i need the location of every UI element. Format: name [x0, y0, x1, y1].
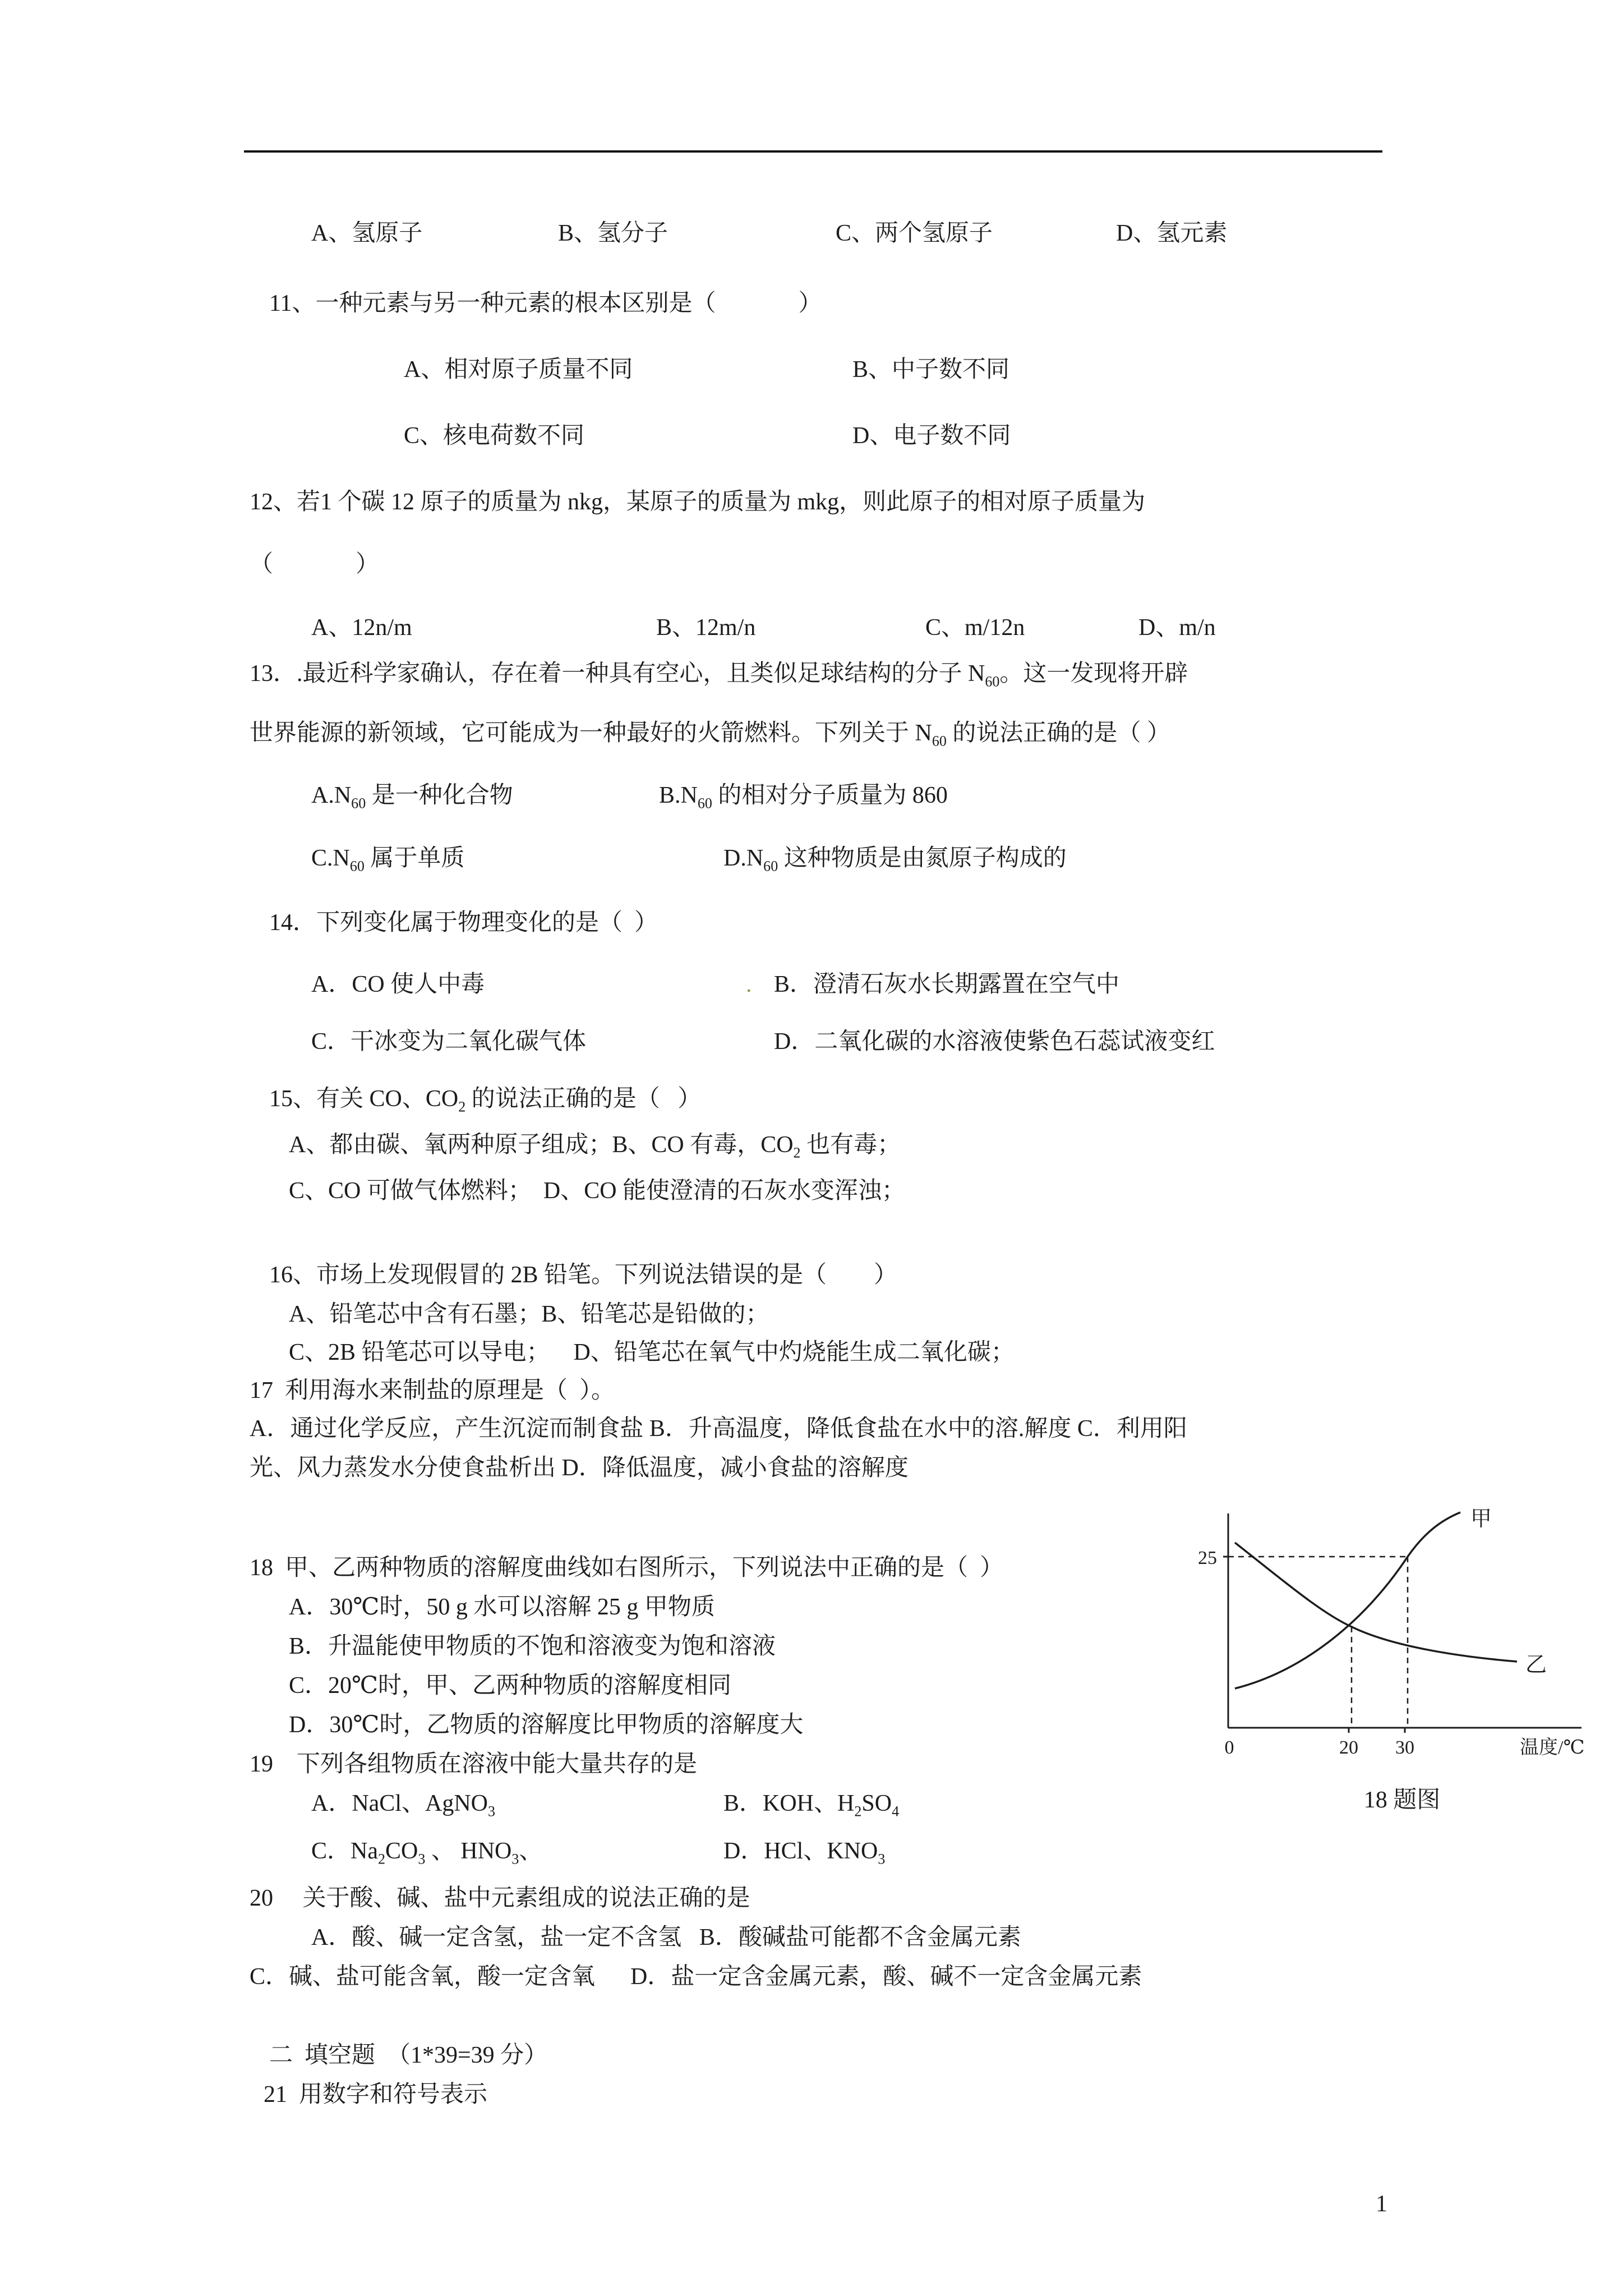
question-14-option-b: B．澄清石灰水长期露置在空气中: [774, 971, 1120, 997]
question-15-options-line-1: A、都由碳、氧两种原子组成；B、CO 有毒，$CO_2$ 也有毒；: [289, 1131, 901, 1161]
question-14-options-row-2: [311, 1026, 1393, 1057]
x-axis-tick-label-0: 0: [1224, 1737, 1234, 1758]
question-17-stem: 17 利用海水来制盐的原理是（ ）。: [250, 1378, 615, 1404]
question-19-option-d: D．HCl、$KNO_3$: [723, 1838, 886, 1867]
x-axis-tick-label-30: 30: [1395, 1737, 1414, 1758]
question-13-option-d: $D.N_{60}$ 这种物质是由氮原子构成的: [723, 845, 1067, 875]
question-12-option-c: C、m/12n: [925, 615, 1025, 641]
question-12-stem-parens: （ ）: [250, 551, 380, 577]
question-18-option-d: D．30℃时，乙物质的溶解度比甲物质的溶解度大: [289, 1712, 804, 1738]
question-18-option-b: B．升温能使甲物质的不饱和溶液变为饱和溶液: [289, 1634, 776, 1660]
question-11-option-d: D、电子数不同: [852, 423, 1011, 449]
question-21-stem: 21 用数字和符号表示: [264, 2082, 488, 2108]
question-13-options-row-1: [311, 780, 1393, 819]
question-18-option-a: A．30℃时，50 g 水可以溶解 25 g 甲物质: [289, 1594, 715, 1621]
curve-yi-label: 乙: [1525, 1653, 1547, 1677]
question-14-stem: 14．下列变化属于物理变化的是（ ）: [269, 909, 658, 936]
question-13-stem-line-1: 13．.最近科学家确认，存在着一种具有空心，且类似足球结构的分子 $N_{60}$。这一发现将开辟: [250, 661, 1188, 690]
question-12-option-d: D、m/n: [1138, 615, 1216, 641]
question-16-options-line-1: A、铅笔芯中含有石墨；B、铅笔芯是铅做的；: [289, 1301, 769, 1328]
question-14-option-a: A．CO 使人中毒: [311, 971, 485, 997]
chart-caption: 18 题图: [1363, 1787, 1441, 1813]
page-number: 1: [1376, 2191, 1387, 2217]
question-19-option-b: B．KOH、$H_2SO_4$: [723, 1791, 900, 1820]
question-20-options-line-2: C．碱、盐可能含氧，酸一定含氧 D．盐一定含金属元素，酸、碱不一定含金属元素: [250, 1964, 1142, 1990]
question-17-options-line-1: A．通过化学反应，产生沉淀而制食盐 B．升高温度，降低食盐在水中的溶.解度 C．利用阳: [250, 1416, 1187, 1442]
question-19-stem: 19 下列各组物质在溶液中能大量共存的是: [250, 1751, 698, 1778]
question-11-options-row-2: [404, 420, 1393, 452]
question-11-option-b: B、中子数不同: [852, 357, 1010, 383]
question-11-option-a: A、相对原子质量不同: [404, 357, 633, 383]
question-10-option-b: B、氢分子: [558, 220, 668, 246]
question-16-options-line-2: C、2B 铅笔芯可以导电； D、铅笔芯在氧气中灼烧能生成二氧化碳；: [289, 1340, 1015, 1366]
question-10-options-row: [311, 218, 1393, 249]
question-10-option-d: D、氢元素: [1116, 220, 1228, 246]
question-18-stem: 18 甲、乙两种物质的溶解度曲线如右图所示，下列说法中正确的是（ ）: [250, 1555, 1004, 1581]
question-16-stem: 16、市场上发现假冒的 2B 铅笔。下列说法错误的是（ ）: [269, 1262, 898, 1289]
question-19-options-row-2: [311, 1835, 1393, 1875]
question-18-option-c: C．20℃时，甲、乙两种物质的溶解度相同: [289, 1673, 731, 1699]
question-10-option-c: C、两个氢原子: [836, 220, 993, 246]
question-20-options-line-1: A．酸、碱一定含氢，盐一定不含氢 B．酸碱盐可能都不含金属元素: [311, 1925, 1021, 1951]
question-17-options-line-2: 光、风力蒸发水分使食盐析出 D．降低温度，减小食盐的溶解度: [250, 1455, 909, 1481]
question-14-options-row-1: [311, 969, 1393, 1000]
question-11-stem: 11、一种元素与另一种元素的根本区别是（ ）: [269, 291, 822, 316]
solubility-figure: [1189, 1503, 1615, 1775]
x-axis-title: 温度/℃: [1520, 1737, 1585, 1758]
question-13-option-c: $C.N_{60}$ 属于单质: [311, 845, 465, 875]
question-14-option-d: D．二氧化碳的水溶液使紫色石蕊试液变红: [774, 1028, 1215, 1055]
question-14-option-c: C．干冰变为二氧化碳气体: [311, 1028, 587, 1055]
question-11-options-row-1: [404, 354, 1393, 385]
curve-yi: [1235, 1543, 1517, 1662]
curve-jia-label: 甲: [1470, 1507, 1492, 1531]
question-20-stem: 20 关于酸、碱、盐中元素组成的说法正确的是: [250, 1885, 750, 1912]
x-axis-tick-label-20: 20: [1339, 1737, 1358, 1758]
question-15-options-line-2: C、CO 可做气体燃料； D、CO 能使澄清的石灰水变浑浊；: [289, 1178, 906, 1204]
question-12-stem: 12、若1 个碳 12 原子的质量为 nkg，某原子的质量为 mkg，则此原子的相对原子质量为: [250, 489, 1146, 515]
question-13-stem-line-2: 世界能源的新领域，它可能成为一种最好的火箭燃料。下列关于 $N_{60}$ 的说法正确的是（ ）: [250, 720, 1170, 749]
question-13-option-b: $B.N_{60}$ 的相对分子质量为 860: [659, 782, 948, 812]
question-15-stem: 15、有关 CO、$CO_2$ 的说法正确的是（ ）: [269, 1085, 702, 1115]
question-12-options-row: [311, 612, 1393, 643]
stray-dot-mark: .: [746, 971, 752, 997]
question-13-options-row-2: [311, 843, 1393, 882]
solubility-chart: [1189, 1503, 1615, 1773]
question-12-option-a: A、12n/m: [311, 615, 412, 641]
question-11-option-c: C、核电荷数不同: [404, 423, 585, 449]
question-10-option-a: A、氢原子: [311, 220, 423, 246]
question-19-option-a: A．NaCl、AgNO$_3$: [311, 1791, 495, 1820]
y-axis-tick-label-25: 25: [1198, 1548, 1217, 1568]
section-2-title: 二 填空题 （1*39=39 分）: [269, 2042, 548, 2069]
question-12-option-b: B、12m/n: [656, 615, 756, 641]
question-13-option-a: $A.N_{60}$ 是一种化合物: [311, 782, 513, 812]
question-19-option-c: C．$Na_2CO_3$ 、 $HNO_3$、: [311, 1838, 543, 1867]
curve-jia: [1235, 1512, 1460, 1688]
